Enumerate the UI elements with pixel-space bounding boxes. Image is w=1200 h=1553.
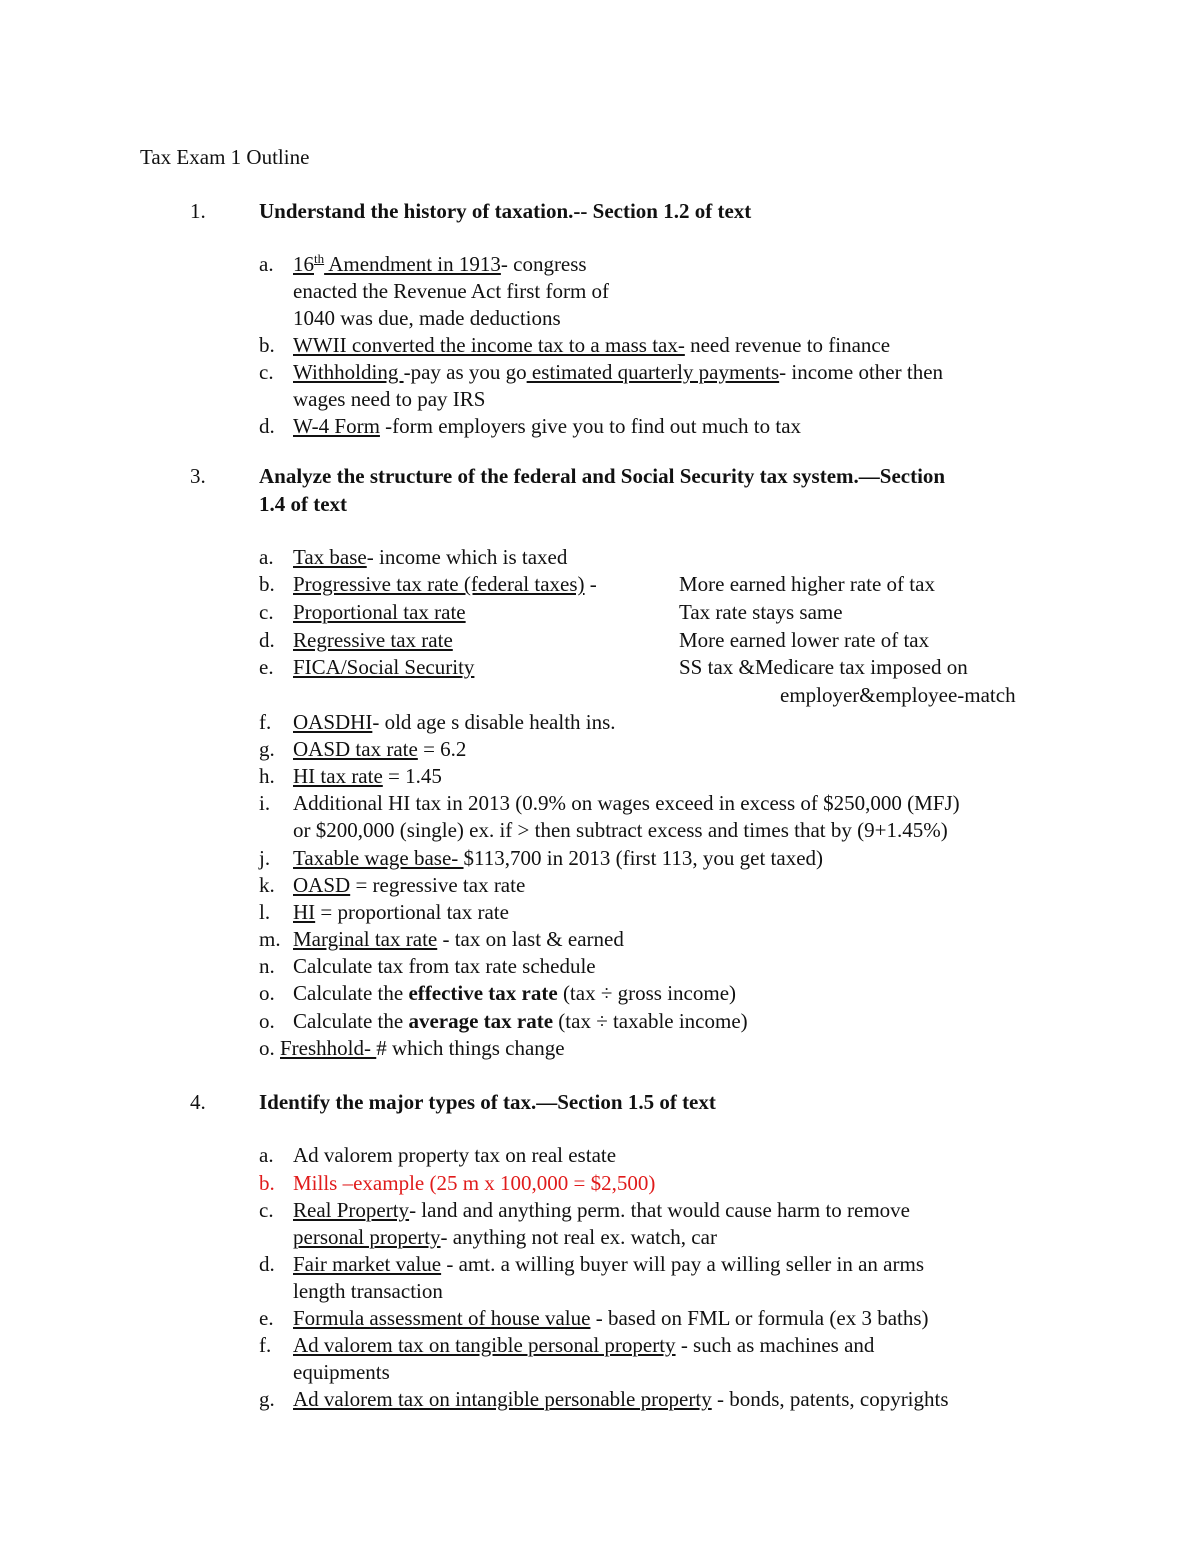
item-underlined: Taxable wage base-	[293, 846, 464, 870]
list-item	[293, 571, 597, 598]
item-note: More earned higher rate of tax	[679, 572, 935, 596]
item-text: - income other then	[779, 360, 944, 384]
item-continuation: enacted the Revenue Act first form of	[293, 279, 610, 303]
item-letter: b.	[259, 572, 275, 596]
item-underlined: Ad valorem tax on tangible personal property	[293, 1333, 676, 1357]
item-note: Tax rate stays same	[679, 600, 843, 624]
item-continuation: or $200,000 (single) ex. if > then subtract excess and times that by (9+1.45%)	[293, 818, 948, 842]
section-number: 3.	[190, 464, 206, 488]
item-text: = 6.2	[417, 737, 467, 761]
list-item	[293, 736, 466, 763]
item-underlined: Withholding	[293, 360, 404, 384]
item-note: SS tax &Medicare tax imposed on	[679, 655, 968, 679]
item-text: = proportional tax rate	[315, 900, 509, 924]
item-text: - based on FML or formula (ex 3 baths)	[590, 1306, 929, 1330]
item-letter: o.	[259, 981, 275, 1005]
item-underlined: WWII converted the income tax to a mass tax-	[293, 333, 685, 357]
item-underlined: W-4 Form	[293, 414, 380, 438]
item-text: - income which is taxed	[366, 545, 568, 569]
list-item	[293, 359, 943, 386]
item-underlined: 16	[293, 252, 314, 276]
item-text: Calculate the	[293, 1009, 409, 1033]
item-underlined: Fair market value	[293, 1252, 442, 1276]
list-item	[293, 872, 525, 899]
item-underlined: Freshhold-	[280, 1036, 377, 1060]
item-text: = 1.45	[382, 764, 442, 788]
item-text: (tax ÷ gross income)	[557, 981, 737, 1005]
item-underlined: Ad valorem tax on intangible personable property	[293, 1387, 712, 1411]
list-item: Additional HI tax in 2013 (0.9% on wages exceed in excess of $250,000 (MFJ)	[293, 791, 960, 815]
list-item	[293, 332, 890, 359]
item-letter: j.	[259, 846, 271, 870]
item-letter: c.	[259, 600, 274, 624]
list-item	[293, 1332, 874, 1359]
list-item	[293, 763, 442, 790]
item-letter: m.	[259, 927, 281, 951]
list-item	[293, 1251, 924, 1278]
item-text: - amt. a willing buyer will pay a willing seller in an arms	[441, 1252, 924, 1276]
section-heading: Identify the major types of tax.—Section 1.5 of text	[259, 1090, 716, 1114]
item-text: -pay as you go	[403, 360, 527, 384]
item-underlined: Progressive tax rate (federal taxes)	[293, 572, 585, 596]
list-item	[293, 709, 616, 736]
item-text: - land and anything perm. that would cause harm to remove	[409, 1198, 910, 1222]
list-item	[293, 413, 801, 440]
list-item: Proportional tax rate	[293, 600, 466, 624]
item-continuation: wages need to pay IRS	[293, 387, 486, 411]
item-continuation: 1040 was due, made deductions	[293, 306, 561, 330]
list-item	[293, 251, 587, 278]
item-text: $113,700 in 2013 (first 113, you get taxed)	[463, 846, 824, 870]
item-superscript: th	[314, 251, 325, 266]
item-underlined: Tax base	[293, 545, 367, 569]
item-letter: f.	[259, 1333, 272, 1357]
item-letter: a.	[259, 252, 274, 276]
item-underlined: Formula assessment of house value	[293, 1306, 591, 1330]
item-underlined: personal property	[293, 1225, 441, 1249]
list-item	[293, 926, 624, 953]
item-letter: h.	[259, 764, 275, 788]
list-item: Calculate tax from tax rate schedule	[293, 954, 596, 978]
item-letter: o.	[259, 1036, 275, 1060]
item-continuation	[293, 1224, 717, 1251]
item-bold-term: effective tax rate	[408, 981, 558, 1005]
item-underlined: HI tax rate	[293, 764, 383, 788]
list-item	[293, 899, 509, 926]
item-letter: o.	[259, 1009, 275, 1033]
list-item	[293, 1386, 949, 1413]
item-text: - anything not real ex. watch, car	[440, 1225, 717, 1249]
section-number: 4.	[190, 1090, 206, 1114]
item-text: - bonds, patents, copyrights	[711, 1387, 949, 1411]
item-text: # which things change	[376, 1036, 565, 1060]
item-text: = regressive tax rate	[350, 873, 526, 897]
section-number: 1.	[190, 199, 206, 223]
section-heading-continuation: 1.4 of text	[259, 492, 348, 516]
list-item	[293, 1305, 929, 1332]
item-text: need revenue to finance	[684, 333, 891, 357]
list-item	[293, 1008, 748, 1035]
item-letter: d.	[259, 414, 275, 438]
item-underlined: estimated quarterly payments	[526, 360, 780, 384]
item-letter: c.	[259, 1198, 274, 1222]
list-item: FICA/Social Security	[293, 655, 475, 679]
item-text: Calculate the	[293, 981, 409, 1005]
item-text: - tax on last & earned	[437, 927, 624, 951]
item-text: - congress	[500, 252, 587, 276]
document-title: Tax Exam 1 Outline	[140, 145, 310, 169]
item-note-continuation: employer&employee-match	[780, 683, 1016, 707]
item-underlined: HI	[293, 900, 316, 924]
item-underlined: Amendment in 1913	[324, 252, 501, 276]
list-item: Regressive tax rate	[293, 628, 453, 652]
item-text: -	[584, 572, 597, 596]
item-letter: b.	[259, 1171, 275, 1195]
list-item	[293, 544, 567, 571]
item-text: - such as machines and	[675, 1333, 875, 1357]
list-item	[293, 845, 823, 872]
item-continuation: length transaction	[293, 1279, 443, 1303]
item-letter: n.	[259, 954, 275, 978]
section-heading: Analyze the structure of the federal and Social Security tax system.—Section	[259, 464, 946, 488]
list-item	[293, 980, 736, 1007]
item-text: - old age s disable health ins.	[372, 710, 616, 734]
item-letter: e.	[259, 655, 274, 679]
item-text: (tax ÷ taxable income)	[553, 1009, 748, 1033]
list-item	[280, 1035, 565, 1062]
item-letter: k.	[259, 873, 275, 897]
item-letter: l.	[259, 900, 271, 924]
item-underlined: OASD tax rate	[293, 737, 418, 761]
item-letter: e.	[259, 1306, 274, 1330]
item-letter: i.	[259, 791, 271, 815]
item-continuation: equipments	[293, 1360, 390, 1384]
item-letter: a.	[259, 545, 274, 569]
item-note: More earned lower rate of tax	[679, 628, 930, 652]
item-letter: c.	[259, 360, 274, 384]
list-item	[293, 1197, 910, 1224]
item-letter: d.	[259, 628, 275, 652]
item-underlined: OASDHI	[293, 710, 373, 734]
item-letter: f.	[259, 710, 272, 734]
list-item: Mills –example (25 m x 100,000 = $2,500)	[293, 1171, 656, 1195]
section-heading: Understand the history of taxation.-- Section 1.2 of text	[259, 199, 752, 223]
item-letter: g.	[259, 737, 275, 761]
item-letter: b.	[259, 333, 275, 357]
item-letter: d.	[259, 1252, 275, 1276]
list-item: Ad valorem property tax on real estate	[293, 1143, 617, 1167]
item-bold-term: average tax rate	[408, 1009, 554, 1033]
item-underlined: Real Property	[293, 1198, 410, 1222]
item-underlined: OASD	[293, 873, 351, 897]
item-underlined: Marginal tax rate	[293, 927, 438, 951]
item-text: -form employers give you to find out much to tax	[379, 414, 802, 438]
item-letter: g.	[259, 1387, 275, 1411]
item-letter: a.	[259, 1143, 274, 1167]
